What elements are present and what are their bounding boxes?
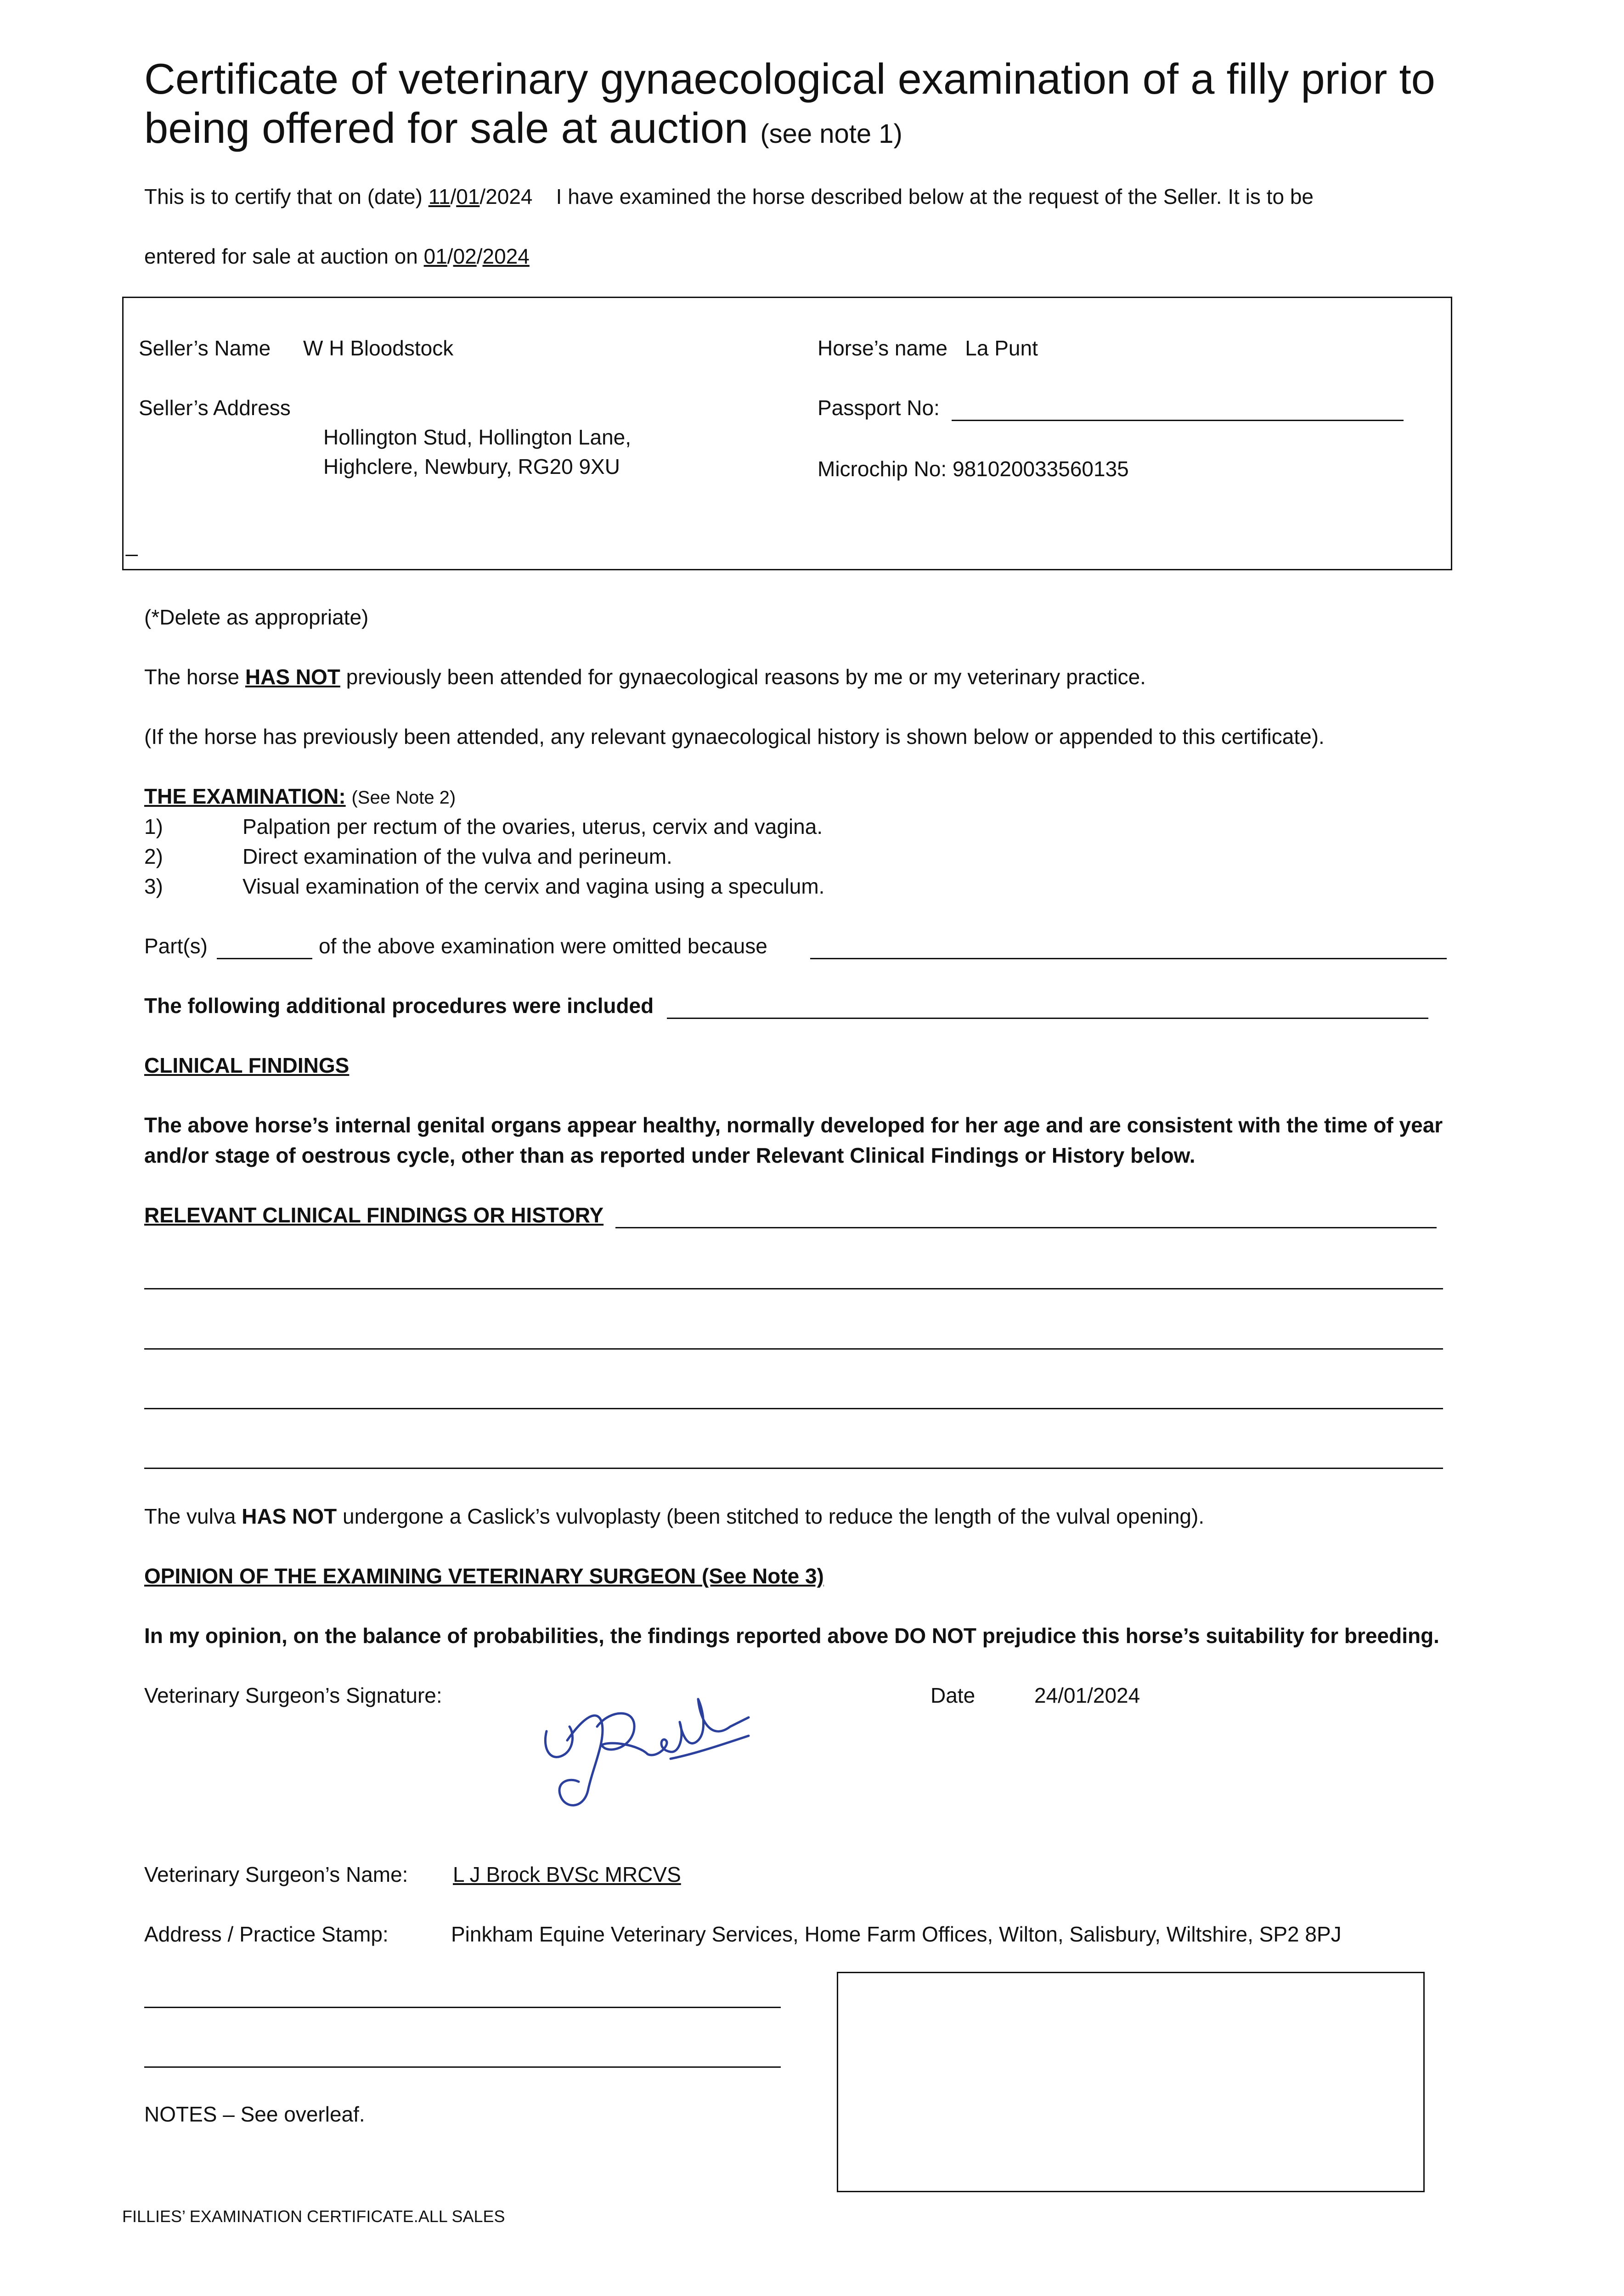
signature-image [533,1690,753,1818]
passport-line [952,420,1404,421]
vet-name-label: Veterinary Surgeon’s Name: [144,1863,408,1886]
exam-item-1-text: Palpation per rectum of the ovaries, uterus, cervix and vagina. [242,815,823,838]
omitted-label: Part(s) [144,934,208,958]
footer-text: FILLIES’ EXAMINATION CERTIFICATE.ALL SALES [122,2207,505,2226]
attended-statement: The horse HAS NOT previously been attended for gynaecological reasons by me or my veterinary practice. [144,665,1146,689]
stamp-line-1 [144,2007,781,2008]
microchip-field [818,457,1129,481]
omitted-reason-line [810,958,1447,959]
microchip-label: Microchip No: [818,457,947,481]
box-mark: _ [126,533,138,557]
seller-name-label: Seller’s Name [139,336,271,360]
additional-procedures-line [667,1018,1428,1019]
signature-label: Veterinary Surgeon’s Signature: [144,1683,442,1707]
seller-address-label: Seller’s Address [139,396,291,420]
exam-month: 01 [456,185,480,208]
exam-item-2-num: 2) [144,844,163,868]
clinical-text-1: The above horse’s internal genital organs appear healthy, normally developed for her age and are consistent with the time of year [144,1113,1443,1137]
exam-year: 2024 [485,185,533,208]
additional-procedures-label: The following additional procedures were included [144,994,654,1018]
relevant-line-4 [144,1408,1443,1409]
clinical-text-2: and/or stage of oestrous cycle, other than as reported under Relevant Clinical Findings or History below. [144,1143,1195,1167]
clinical-heading: CLINICAL FINDINGS [144,1053,350,1077]
relevant-line-1 [615,1227,1437,1228]
seller-name-value: W H Bloodstock [303,336,454,360]
vet-address-label: Address / Practice Stamp: [144,1922,389,1946]
intro-line-1: This is to certify that on (date) 11/01/2024 I have examined the horse described below at the request of the Seller. It is to be [144,185,1314,208]
practice-stamp-box [837,1972,1425,2192]
vulva-statement: The vulva HAS NOT undergone a Caslick’s vulvoplasty (been stitched to reduce the length of the vulval opening). [144,1504,1205,1528]
date-value: 24/01/2024 [1034,1683,1140,1707]
horse-name-value: La Punt [965,336,1038,360]
opinion-heading: OPINION OF THE EXAMINING VETERINARY SURGEON (See Note 3) [144,1564,824,1588]
vet-name-value: L J Brock BVSc MRCVS [453,1863,681,1886]
omitted-text: of the above examination were omitted because [319,934,767,958]
sale-month: 02 [453,244,477,268]
seller-address-line1: Hollington Stud, Hollington Lane, [323,425,632,449]
opinion-text: In my opinion, on the balance of probabilities, the findings reported above DO NOT prejudice this horse’s suitability for breeding. [144,1624,1439,1648]
omitted-parts-line [217,958,312,959]
title-main: Certificate of veterinary gynaecological examination of a filly prior to being offered for sale at auction [144,55,1435,152]
exam-day: 11 [428,185,451,208]
relevant-heading: RELEVANT CLINICAL FINDINGS OR HISTORY [144,1203,604,1227]
title-note: (see note 1) [760,119,902,149]
exam-heading-line [144,784,456,809]
certificate-title [144,54,1522,152]
notes-text: NOTES – See overleaf. [144,2102,365,2126]
relevant-line-3 [144,1348,1443,1350]
relevant-line-2 [144,1288,1443,1289]
microchip-value: 981020033560135 [952,457,1129,481]
delete-note: (*Delete as appropriate) [144,605,369,629]
sale-year: 2024 [482,244,530,268]
horse-name-field [818,336,1038,360]
exam-item-3-num: 3) [144,874,163,898]
history-note: (If the horse has previously been attended, any relevant gynaecological history is shown below or appended to this certificate). [144,725,1325,748]
sale-day: 01 [423,244,447,268]
seller-address-line2: Highclere, Newbury, RG20 9XU [323,455,620,478]
stamp-line-2 [144,2066,781,2068]
passport-label: Passport No: [818,396,940,420]
attended-status: HAS NOT [245,665,340,689]
exam-item-2-text: Direct examination of the vulva and perineum. [242,844,672,868]
relevant-line-5 [144,1468,1443,1469]
date-label: Date [930,1683,976,1707]
vet-address-value: Pinkham Equine Veterinary Services, Home Farm Offices, Wilton, Salisbury, Wiltshire, SP2 8PJ [451,1922,1342,1946]
vulva-status: HAS NOT [242,1504,337,1528]
exam-note: (See Note 2) [351,788,456,808]
exam-item-3-text: Visual examination of the cervix and vagina using a speculum. [242,874,825,898]
intro-line-2: entered for sale at auction on 01/02/2024 [144,244,530,268]
exam-heading: THE EXAMINATION: [144,784,346,808]
horse-name-label: Horse’s name [818,336,947,360]
exam-item-1-num: 1) [144,815,163,838]
